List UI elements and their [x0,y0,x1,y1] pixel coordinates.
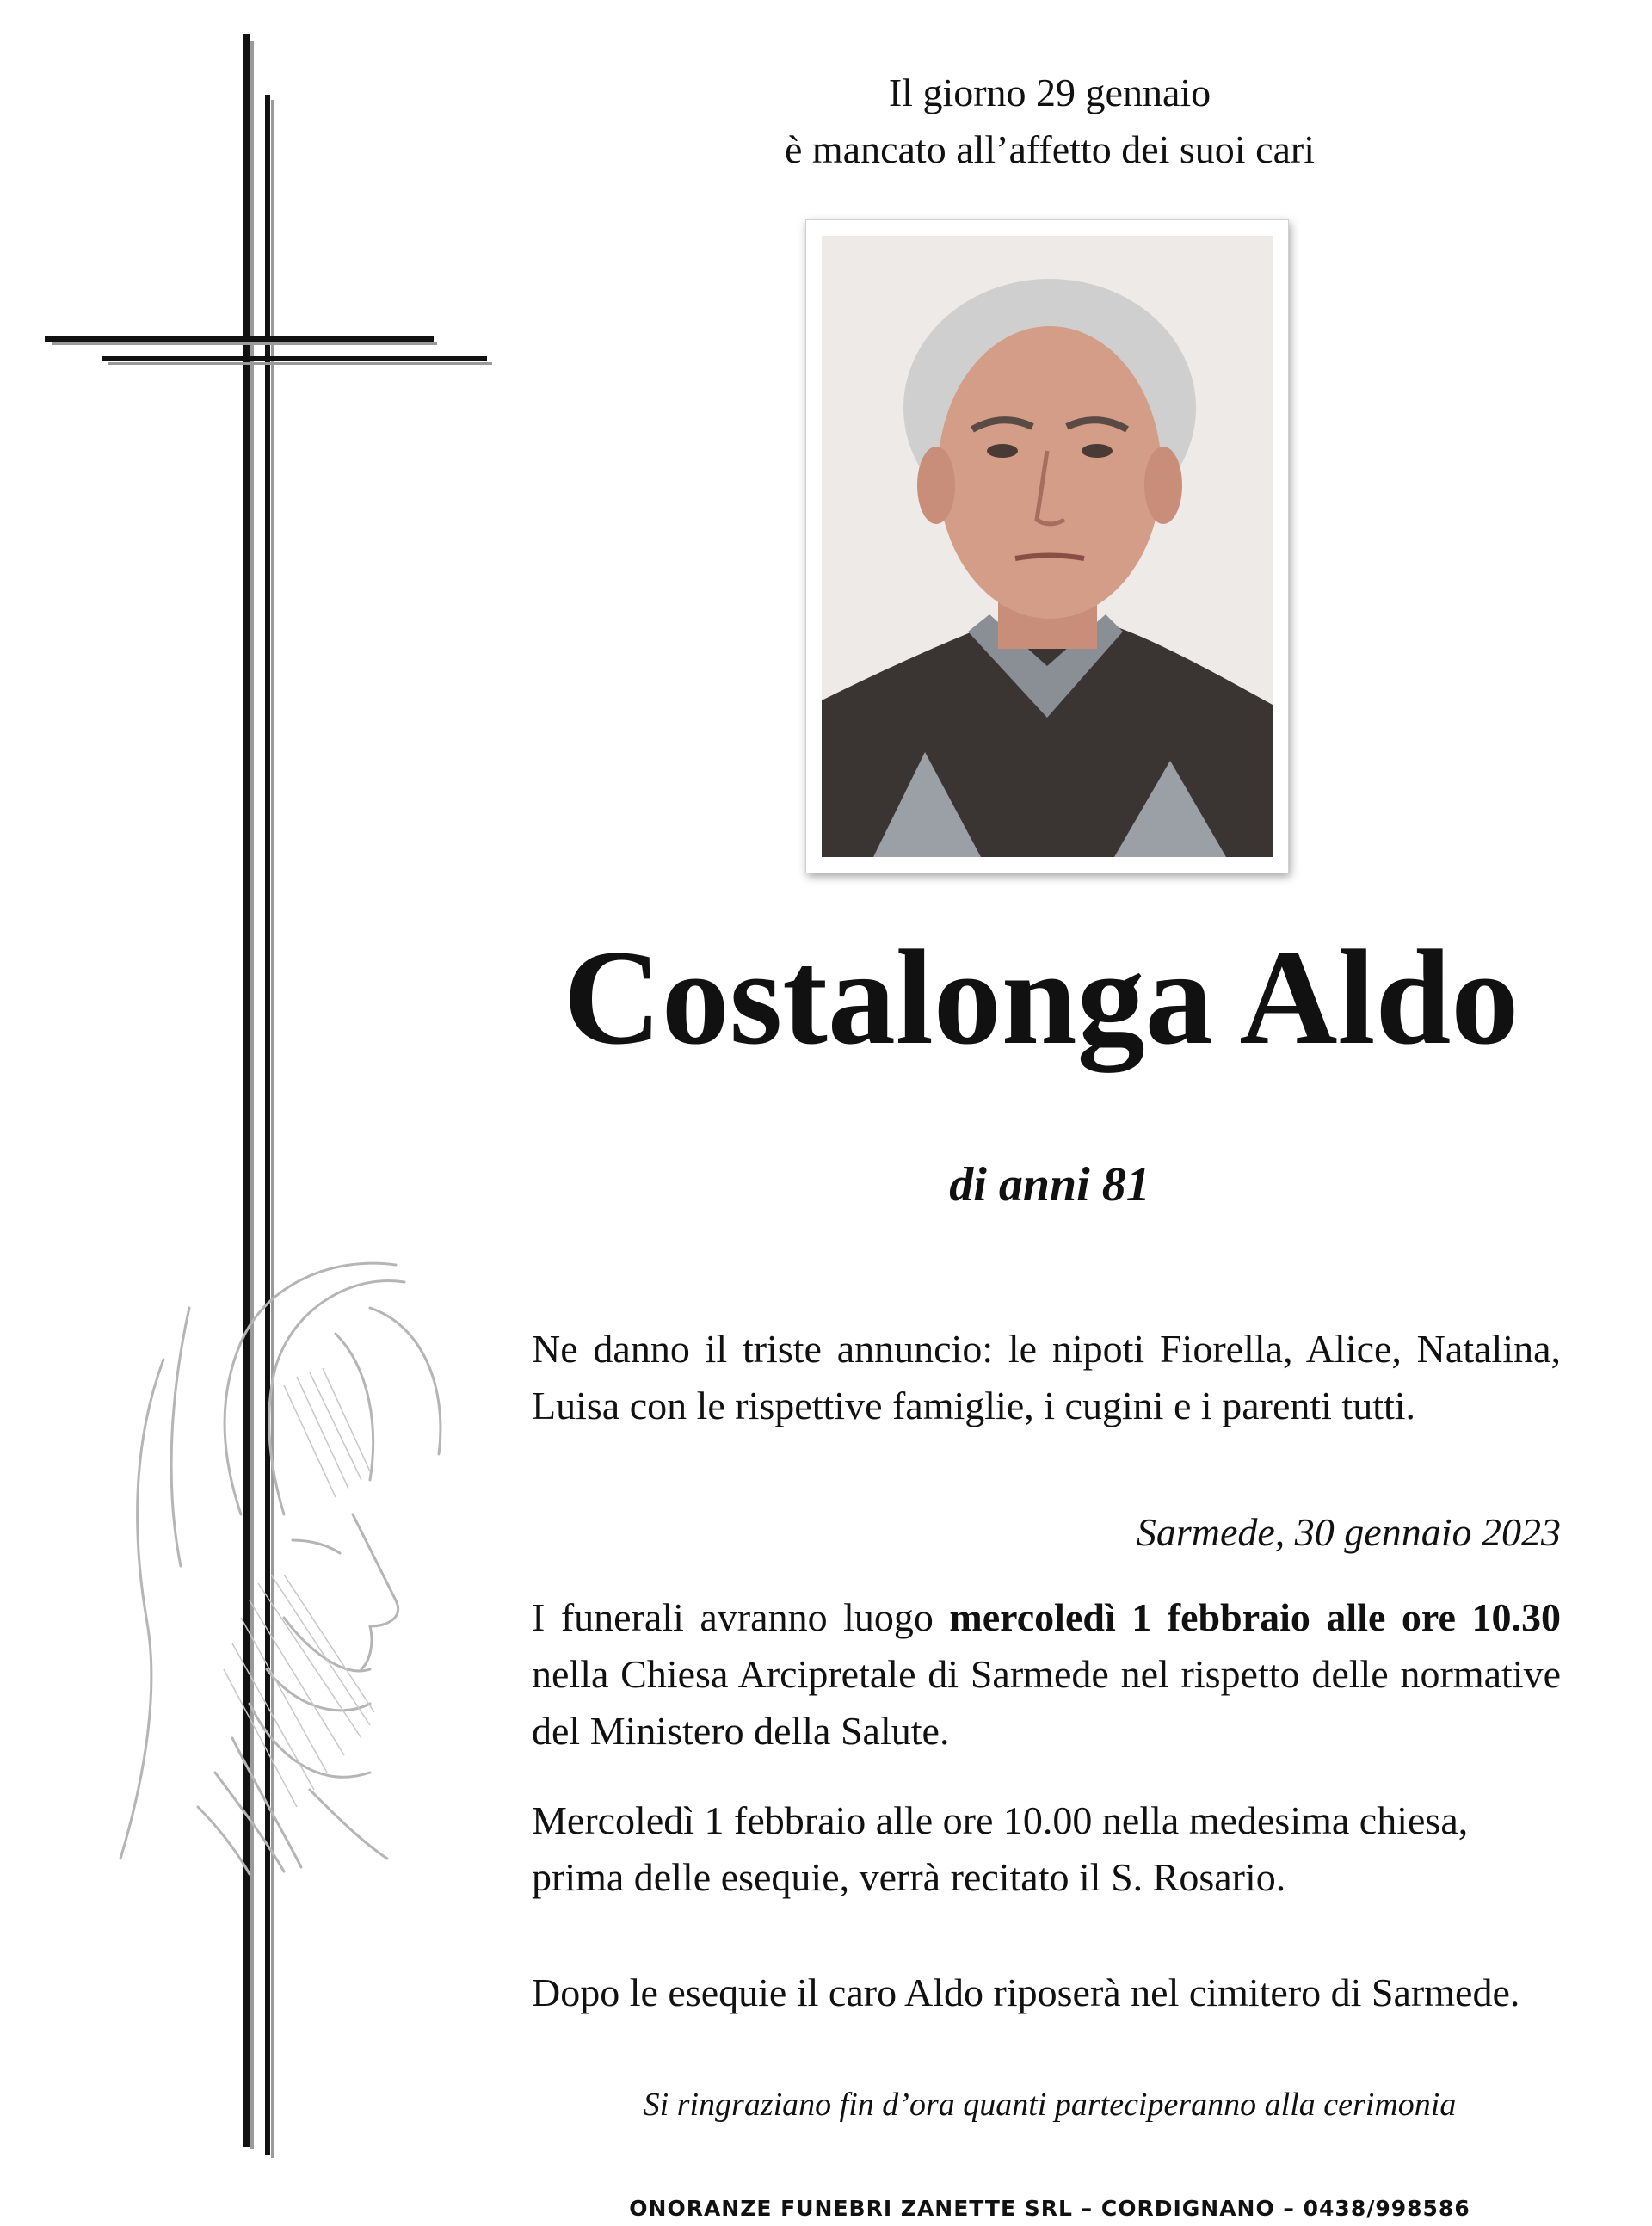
funeral-datetime: mercoledì 1 febbraio alle ore 10.30 [949,1595,1561,1639]
rosary-text: Mercoledì 1 febbraio alle ore 10.00 nella medesima chiesa, prima delle esequie, verrà recitato il S. Rosario. [532,1798,1469,1899]
funeral-prefix: I funerali avranno luogo [532,1595,950,1639]
deceased-name: Costalonga Aldo [563,922,1519,1073]
funeral-text [532,1589,1561,1760]
portrait-photo [822,236,1273,857]
intro-line-1: Il giorno 29 gennaio [888,71,1211,114]
christ-sketch-icon [112,1256,473,1876]
burial-text: Dopo le esequie il caro Aldo riposerà nel cimitero di Sarmede. [532,1970,1520,2014]
funeral-suffix: nella Chiesa Arcipretale di Sarmede nel rispetto delle normative del Ministero della Salute. [532,1652,1561,1753]
intro [620,65,1480,178]
announcement-text: Ne danno il triste annuncio: le nipoti Fiorella, Alice, Natalina, Luisa con le rispettive famiglie, i cugini e i parenti tutti. [532,1327,1561,1427]
funeral-home-footer: ONORANZE FUNEBRI ZANETTE SRL – CORDIGNANO – 0438/998586 [629,2196,1470,2221]
thanks-text: Si ringraziano fin d’ora quanti parteciperanno alla cerimonia [643,2087,1457,2123]
place-date: Sarmede, 30 gennaio 2023 [1136,1510,1561,1554]
portrait-frame [805,219,1289,873]
intro-line-2: è mancato all’affetto dei suoi cari [784,127,1316,171]
deceased-age: di anni 81 [949,1158,1150,1212]
